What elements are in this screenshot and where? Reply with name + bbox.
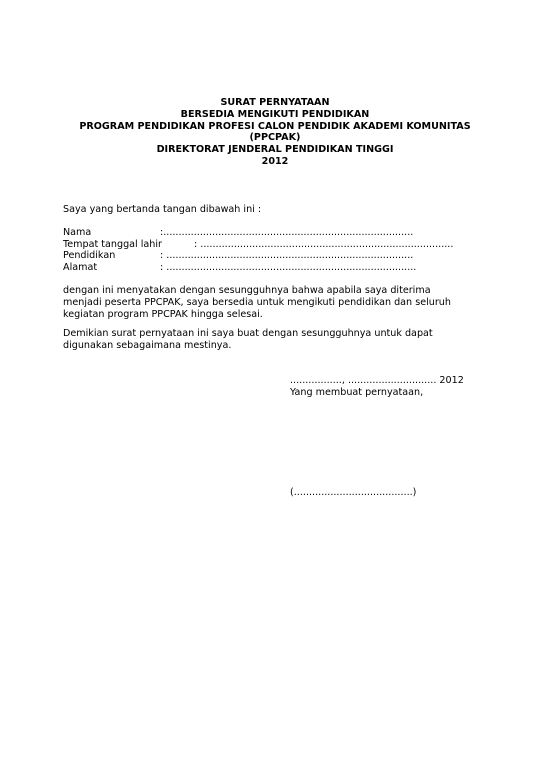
signature-maker-label: Yang membuat pernyataan, [290, 387, 424, 398]
heading-line-5: DIREKTORAT JENDERAL PENDIDIKAN TINGGI [156, 144, 394, 156]
statement-paragraph [63, 285, 451, 320]
statement-line-3: kegiatan program PPCPAK hingga selesai. [63, 308, 263, 320]
heading-line-4: (PPCPAK) [249, 132, 301, 144]
statement-line-2: menjadi peserta PPCPAK, saya bersedia untuk mengikuti pendidikan dan seluruh [63, 296, 451, 308]
closing-line-2: digunakan sebagaimana mestinya. [63, 339, 232, 351]
heading-line-1: SURAT PERNYATAAN [220, 97, 330, 108]
closing-paragraph [63, 328, 433, 352]
field-value-pendidikan: : ................................................................................. [160, 250, 414, 261]
field-label-pendidikan: Pendidikan [63, 250, 116, 261]
field-value-nama: :.................................................................................. [160, 227, 414, 238]
heading-line-6: 2012 [261, 155, 289, 167]
field-value-alamat: : .................................................................................. [160, 262, 417, 273]
closing-line-1: Demikian surat pernyataan ini saya buat dengan sesungguhnya untuk dapat [63, 328, 433, 339]
heading-line-3: PROGRAM PENDIDIKAN PROFESI CALON PENDIDIK AKADEMI KOMUNITAS [79, 120, 471, 132]
document-heading [0, 97, 550, 168]
field-label-alamat: Alamat [63, 262, 98, 273]
signature-name-line: (.......................................) [290, 487, 417, 498]
intro-text: Saya yang bertanda tangan dibawah ini : [63, 204, 262, 215]
signature-date-line: ................., ............................. 2012 [290, 375, 464, 386]
statement-line-1: dengan ini menyatakan dengan sesungguhnya bahwa apabila saya diterima [63, 285, 431, 296]
field-label-nama: Nama [63, 227, 92, 238]
field-value-tempat-tanggal-lahir: : ................................................................................... [194, 239, 454, 250]
heading-line-2: BERSEDIA MENGIKUTI PENDIDIKAN [180, 108, 370, 120]
field-label-tempat-tanggal-lahir: Tempat tanggal lahir [63, 239, 162, 250]
